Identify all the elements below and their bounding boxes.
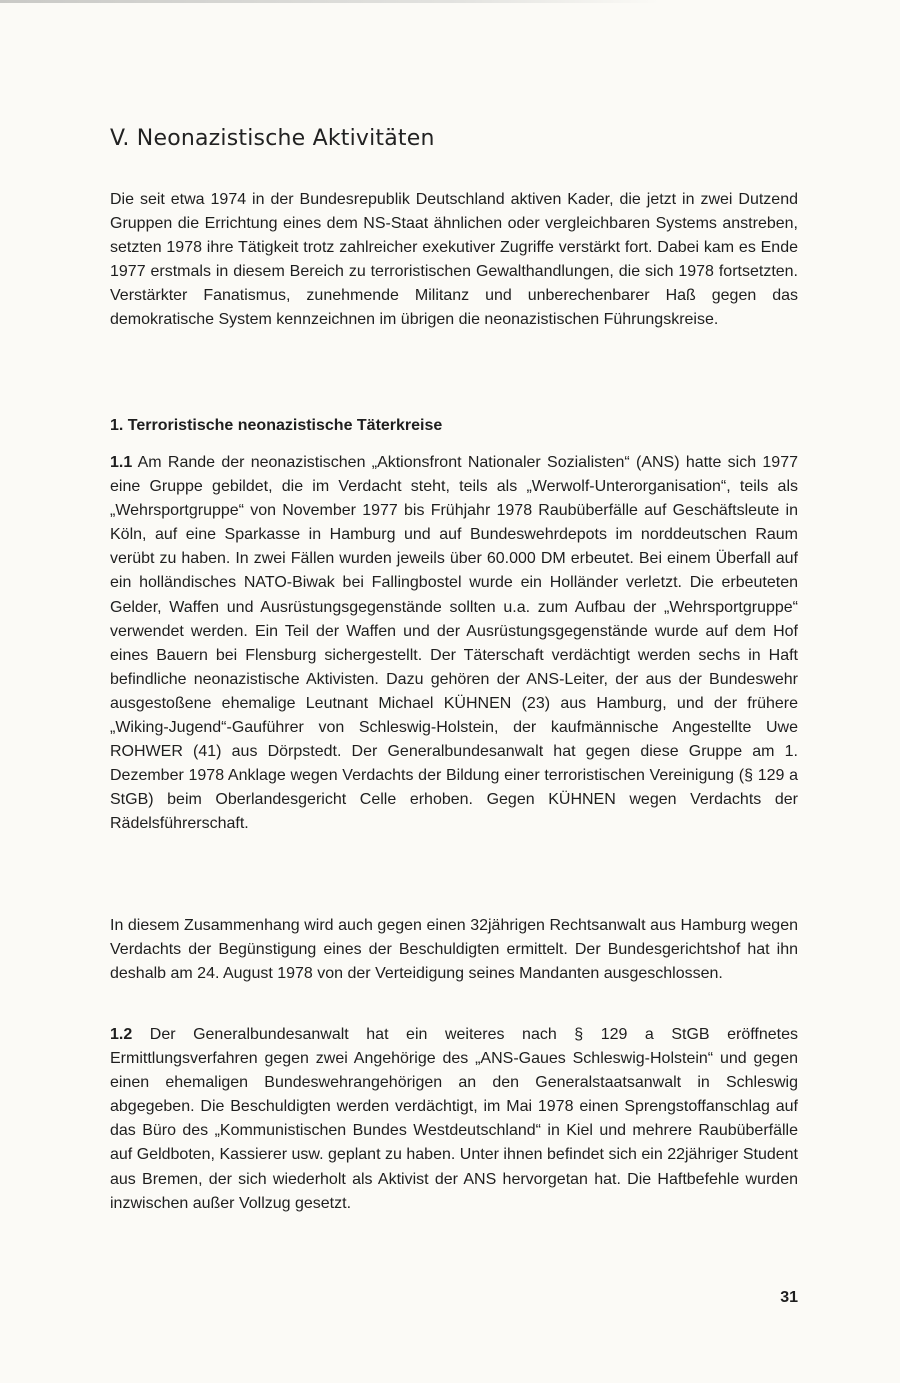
paragraph-1-1-number: 1.1: [110, 454, 133, 471]
paragraph-1-2-text: Der Generalbundesanwalt hat ein weiteres nach § 129 a StGB eröffnetes Ermittlungsverfahren gegen zwei Angehörige des „ANS-Gaues Schleswig-Holstein“ und gegen einen ehemaligen Bundeswehrangehörigen an den Generalstaatsanwalt in Schleswig abgegeben. Die Beschuldigten werden verdächtigt, im Mai 1978 einen Sprengstoffanschlag auf das Büro des „Kommunistischen Bundes Westdeutschland“ in Kiel und mehrere Raubüberfälle auf Geldboten, Kassierer usw. geplant zu haben. Unter ihnen befindet sich ein 22jähriger Student aus Bremen, der sich wiederholt als Aktivist der ANS hervorgetan hat. Die Haftbefehle wurden inzwischen außer Vollzug gesetzt.: [110, 1026, 798, 1212]
paragraph-1-1: [110, 451, 798, 837]
intro-paragraph: Die seit etwa 1974 in der Bundesrepublik Deutschland aktiven Kader, die jetzt in zwei Dutzend Gruppen die Errichtung eines dem NS-Staat ähnlichen oder vergleichbaren Systems anstreben, setzten 1978 ihre Tätigkeit trotz zahlreicher exekutiver Zugriffe verstärkt fort. Dabei kam es Ende 1977 erstmals in diesem Bereich zu terroristischen Gewalthandlungen, die sich 1978 fortsetzten. Verstärkter Fanatismus, zunehmende Militanz und unberechenbarer Haß gegen das demokratische System kennzeichnen im übrigen die neonazistischen Führungskreise.: [110, 191, 798, 329]
section-heading: 1. Terroristische neonazistische Täterkreise: [110, 417, 443, 434]
page-number: 31: [780, 1289, 798, 1306]
paragraph-1-2: [110, 1023, 798, 1216]
scan-edge: [0, 0, 660, 3]
paragraph-1-1-text: Am Rande der neonazistischen „Aktionsfront Nationaler Sozialisten“ (ANS) hatte sich 1977 eine Gruppe gebildet, die im Verdacht steht, teils als „Werwolf-Unterorganisation“, teils als „Wehrsportgruppe“ von November 1977 bis Frühjahr 1978 Raubüberfälle auf Geschäftsleute in Köln, auf eine Sparkasse in Hamburg und auf Bundeswehrdepots im norddeutschen Raum verübt zu haben. In zwei Fällen wurden jeweils über 60.000 DM erbeutet. Bei einem Überfall auf ein holländisches NATO-Biwak bei Fallingbostel wurde ein Holländer verletzt. Die erbeuteten Gelder, Waffen und Ausrüstungsgegenstände sollten u.a. zum Aufbau der „Wehrsportgruppe“ verwendet werden. Ein Teil der Waffen und der Ausrüstungsgegenstände wurde auf dem Hof eines Bauern bei Flensburg sichergestellt. Der Täterschaft verdächtigt werden sechs in Haft befindliche neonazistische Aktivisten. Dazu gehören der ANS-Leiter, der aus der Bundeswehr ausgestoßene ehemalige Leutnant Michael KÜHNEN (23) aus Hamburg, und der frühere „Wiking-Jugend“-Gauführer von Schleswig-Holstein, der kaufmännische Angestellte Uwe ROHWER (41) aus Dörpstedt. Der Generalbundesanwalt hat gegen diese Gruppe am 1. Dezember 1978 Anklage wegen Verdachts der Bildung einer terroristischen Vereinigung (§ 129 a StGB) beim Oberlandesgericht Celle erhoben. Gegen KÜHNEN wegen Verdachts der Rädelsführerschaft.: [110, 454, 798, 833]
paragraph-1-2-number: 1.2: [110, 1026, 133, 1043]
chapter-title: V. Neonazistische Aktivitäten: [110, 126, 435, 151]
paragraph-rechtsanwalt: In diesem Zusammenhang wird auch gegen einen 32jährigen Rechtsanwalt aus Hamburg wegen Verdachts der Begünstigung eines der Beschuldigten ermittelt. Der Bundesgerichtshof hat ihn deshalb am 24. August 1978 von der Verteidigung seines Mandanten ausgeschlossen.: [110, 917, 798, 983]
